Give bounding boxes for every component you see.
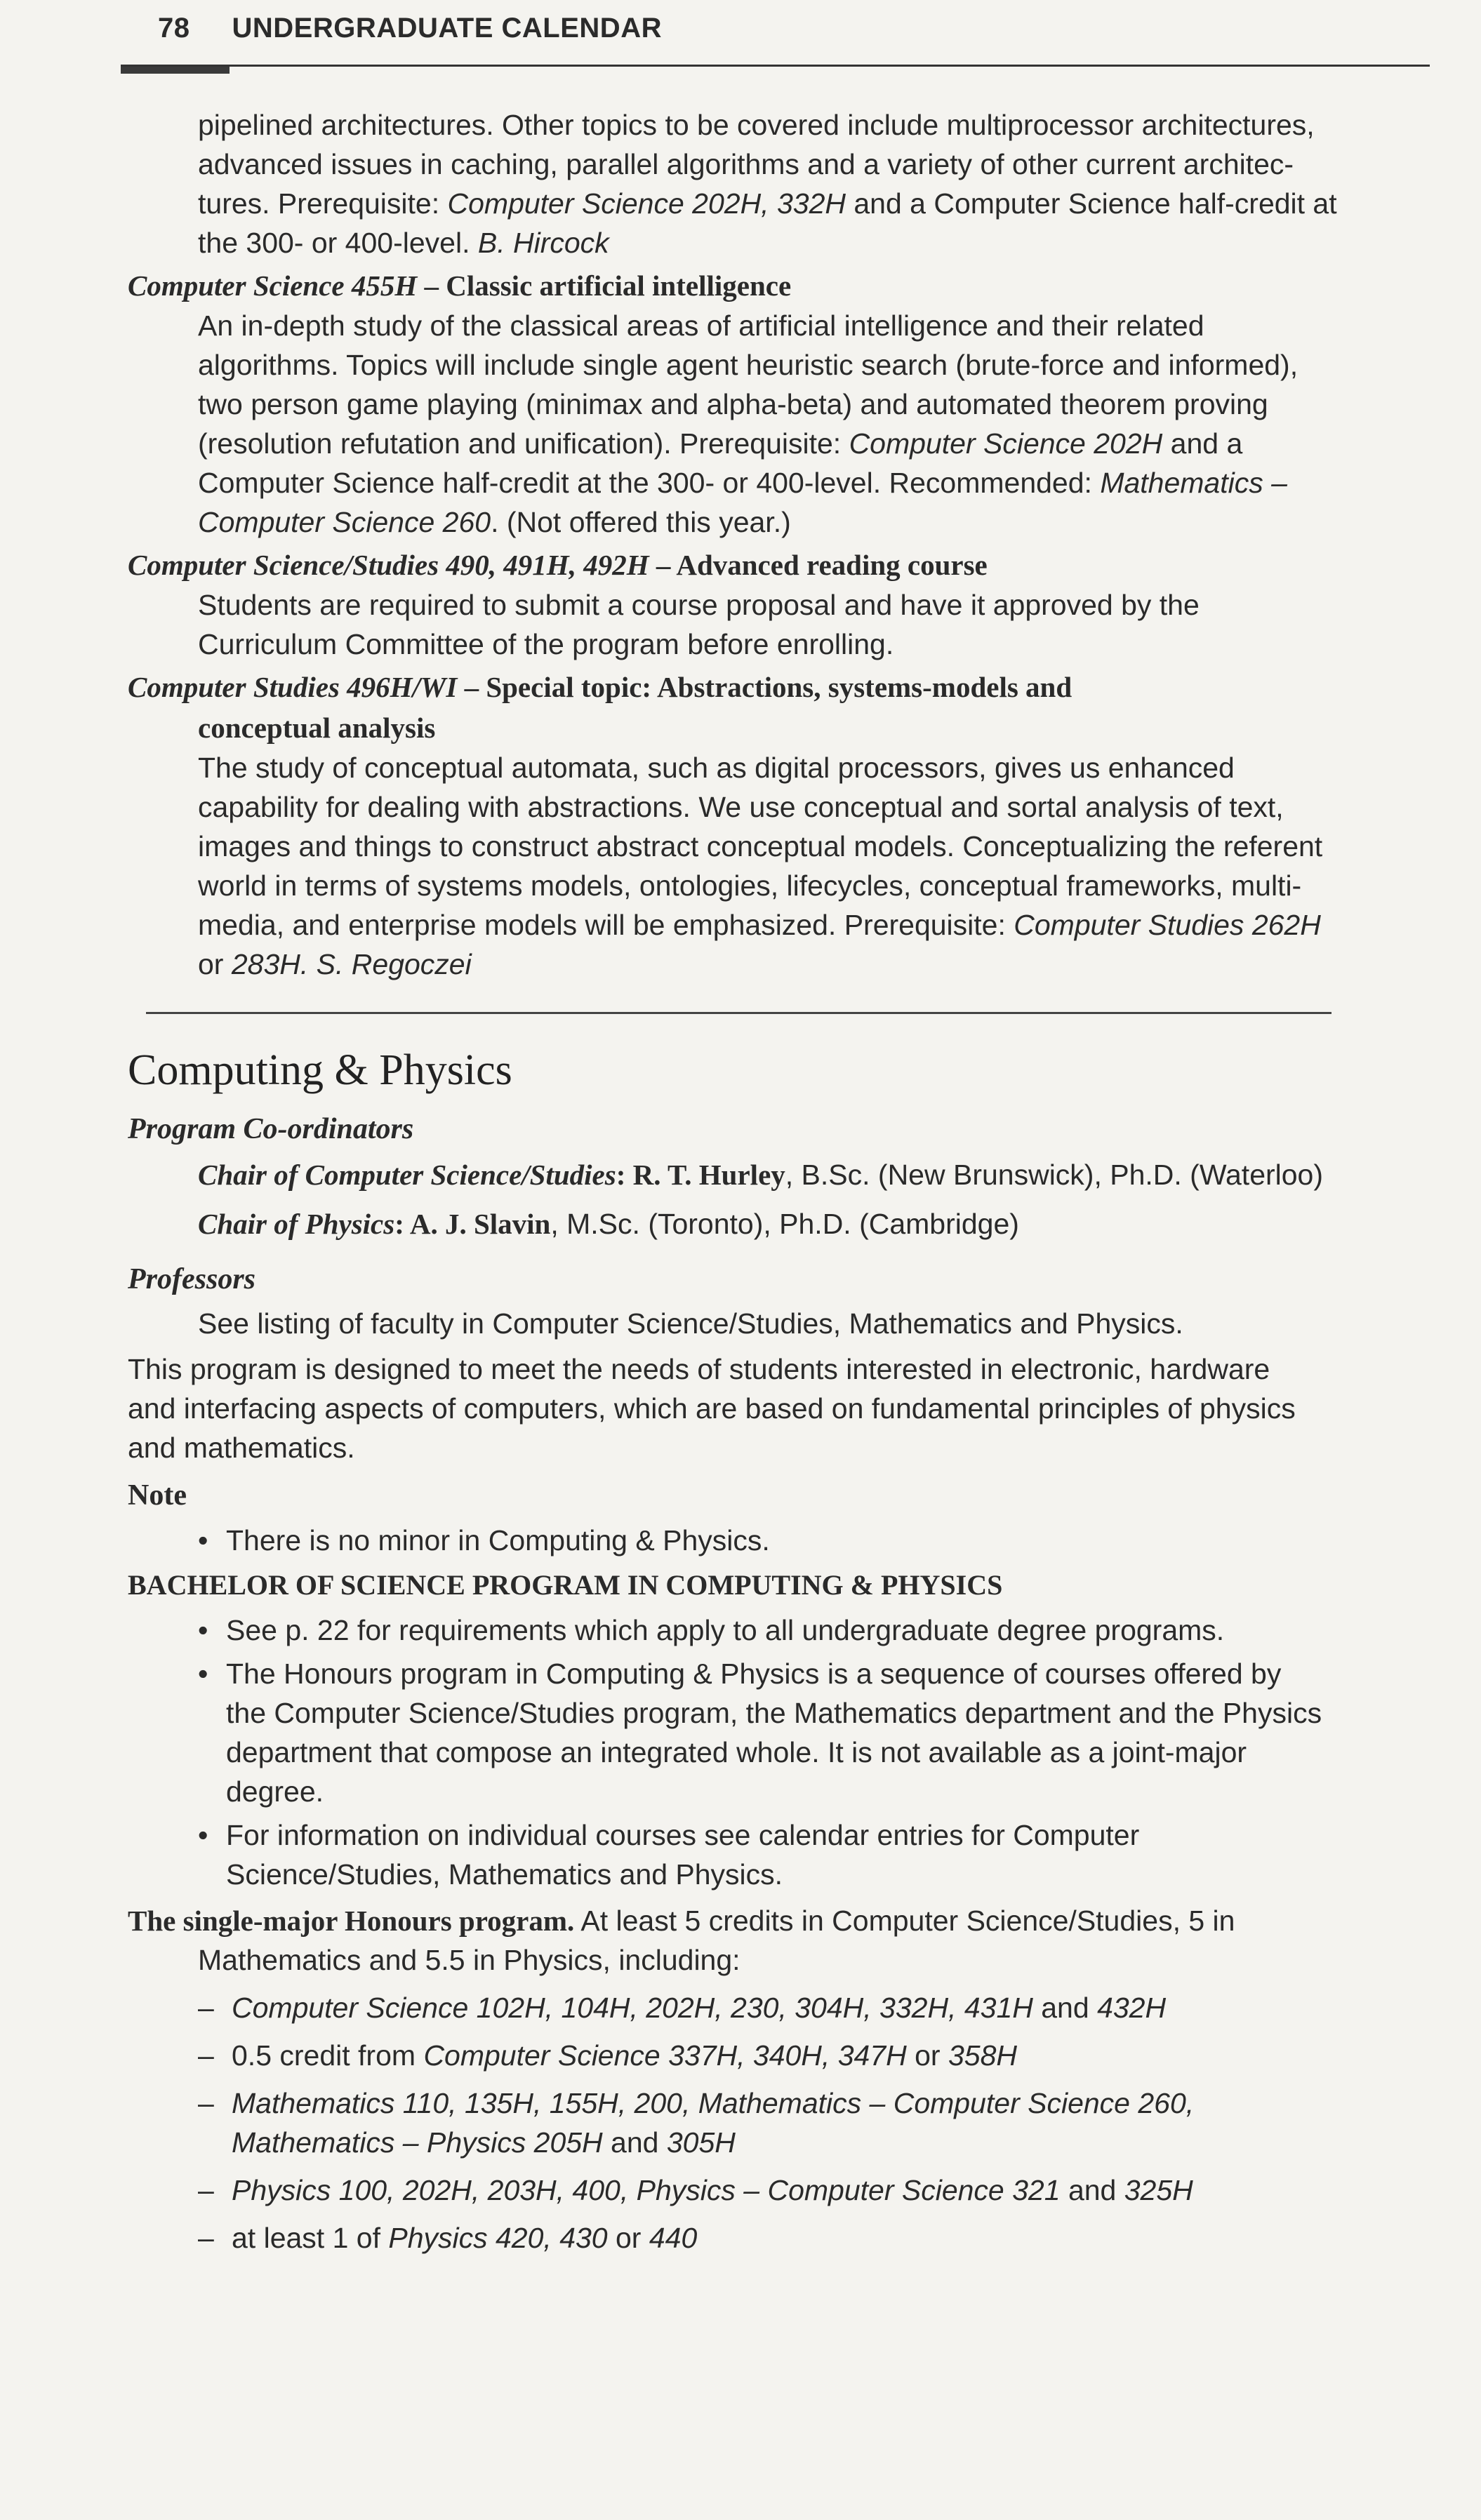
requirement-item: – Physics 100, 202H, 203H, 400, Physics – Computer Science 321 and 325H — [128, 2171, 1430, 2210]
text-line: or 283H. S. Regoczei — [198, 948, 472, 980]
note-bullet: • There is no minor in Computing & Physics. — [128, 1521, 1430, 1560]
course-heading: Computer Studies 496H/WI – Special topic: Abstractions, systems-models and — [128, 671, 1072, 703]
text-line: and interfacing aspects of computers, which are based on fundamental principles of physics — [128, 1392, 1296, 1425]
text-line: and mathematics. — [128, 1432, 355, 1464]
text-line: advanced issues in caching, parallel algorithms and a variety of other current architec- — [198, 148, 1294, 180]
course-entry — [128, 667, 1430, 984]
bsc-bullet: • The Honours program in Computing & Physics is a sequence of courses offered by the Computer Science/Studies program, the Mathematics department and the Physics department that compose an integrated whole. It is not available as a joint-major degree. — [128, 1654, 1430, 1811]
text-line: images and things to construct abstract conceptual models. Conceptualizing the referent — [198, 830, 1323, 862]
page-number: 78 — [158, 13, 190, 44]
page-content — [128, 105, 1430, 2258]
text-line: Students are required to submit a course proposal and have it approved by the — [198, 589, 1200, 621]
text-line: the 300- or 400-level. B. Hircock — [198, 227, 609, 259]
note-heading: Note — [128, 1479, 187, 1512]
text-line: Computer Science 260. (Not offered this year.) — [198, 506, 791, 538]
header-rule — [121, 65, 1430, 67]
section-title: Computing & Physics — [128, 1046, 512, 1094]
coordinator-line: Chair of Physics: A. J. Slavin, M.Sc. (Toronto), Ph.D. (Cambridge) — [198, 1208, 1019, 1240]
requirement-item: – 0.5 credit from Computer Science 337H, 340H, 347H or 358H — [128, 2036, 1430, 2075]
text-line: world in terms of systems models, ontologies, lifecycles, conceptual frameworks, multi- — [198, 869, 1302, 902]
text-line: Curriculum Committee of the program before enrolling. — [198, 628, 894, 660]
course-heading: Computer Science 455H – Classic artificial intelligence — [128, 269, 792, 302]
course-heading-cont: conceptual analysis — [198, 712, 436, 744]
honours-program: The single-major Honours program. At least 5 credits in Computer Science/Studies, 5 in Mathematics and 5.5 in Physics, including: — [128, 1905, 1235, 1976]
section-divider — [146, 1012, 1331, 1014]
text-line: algorithms. Topics will include single agent heuristic search (brute-force and informed), — [198, 349, 1299, 381]
text-line: An in-depth study of the classical areas of artificial intelligence and their related — [198, 309, 1204, 342]
course-heading: Computer Science/Studies 490, 491H, 492H – Advanced reading course — [128, 549, 988, 581]
running-title: UNDERGRADUATE CALENDAR — [232, 13, 662, 44]
bsc-bullet: • See p. 22 for requirements which apply to all undergraduate degree programs. — [128, 1611, 1430, 1650]
professors-text: See listing of faculty in Computer Science/Studies, Mathematics and Physics. — [198, 1307, 1183, 1340]
text-line: The study of conceptual automata, such as digital processors, gives us enhanced — [198, 752, 1235, 784]
course-description — [128, 585, 1430, 664]
text-line: capability for dealing with abstractions. We use conceptual and sortal analysis of text, — [198, 791, 1284, 823]
requirement-item: – Computer Science 102H, 104H, 202H, 230, 304H, 332H, 431H and 432H — [128, 1988, 1430, 2027]
text-line: two person game playing (minimax and alpha-beta) and automated theorem proving — [198, 388, 1268, 420]
requirement-item: – at least 1 of Physics 420, 430 or 440 — [128, 2218, 1430, 2258]
bsc-bullet: • For information on individual courses see calendar entries for Computer Science/Studies, Mathematics and Physics. — [128, 1815, 1430, 1894]
professors-heading: Professors — [128, 1263, 256, 1295]
text-line: pipelined architectures. Other topics to be covered include multiprocessor architectures, — [198, 109, 1315, 141]
text-line: media, and enterprise models will be emphasized. Prerequisite: Computer Studies 262H — [198, 909, 1321, 941]
bsc-heading: BACHELOR OF SCIENCE PROGRAM IN COMPUTING & PHYSICS — [128, 1569, 1003, 1601]
text-line: tures. Prerequisite: Computer Science 202H, 332H and a Computer Science half-credit at — [198, 187, 1337, 220]
program-intro — [128, 1349, 1430, 1467]
course-description — [128, 748, 1430, 984]
requirement-item: – Mathematics 110, 135H, 155H, 200, Mathematics – Computer Science 260, Mathematics – Physics 205H and 305H — [128, 2084, 1430, 2162]
course-entry — [128, 265, 1430, 542]
running-head — [158, 13, 662, 44]
text-line: This program is designed to meet the needs of students interested in electronic, hardware — [128, 1353, 1270, 1385]
text-line: Computer Science half-credit at the 300- or 400-level. Recommended: Mathematics – — [198, 467, 1287, 499]
continued-description — [128, 105, 1430, 262]
text-line: (resolution refutation and unification). Prerequisite: Computer Science 202H and a — [198, 427, 1243, 460]
coordinator-line: Chair of Computer Science/Studies: R. T. Hurley, B.Sc. (New Brunswick), Ph.D. (Waterloo) — [198, 1159, 1324, 1191]
course-description — [128, 306, 1430, 542]
course-entry — [128, 545, 1430, 664]
coordinators-heading: Program Co-ordinators — [128, 1113, 414, 1145]
